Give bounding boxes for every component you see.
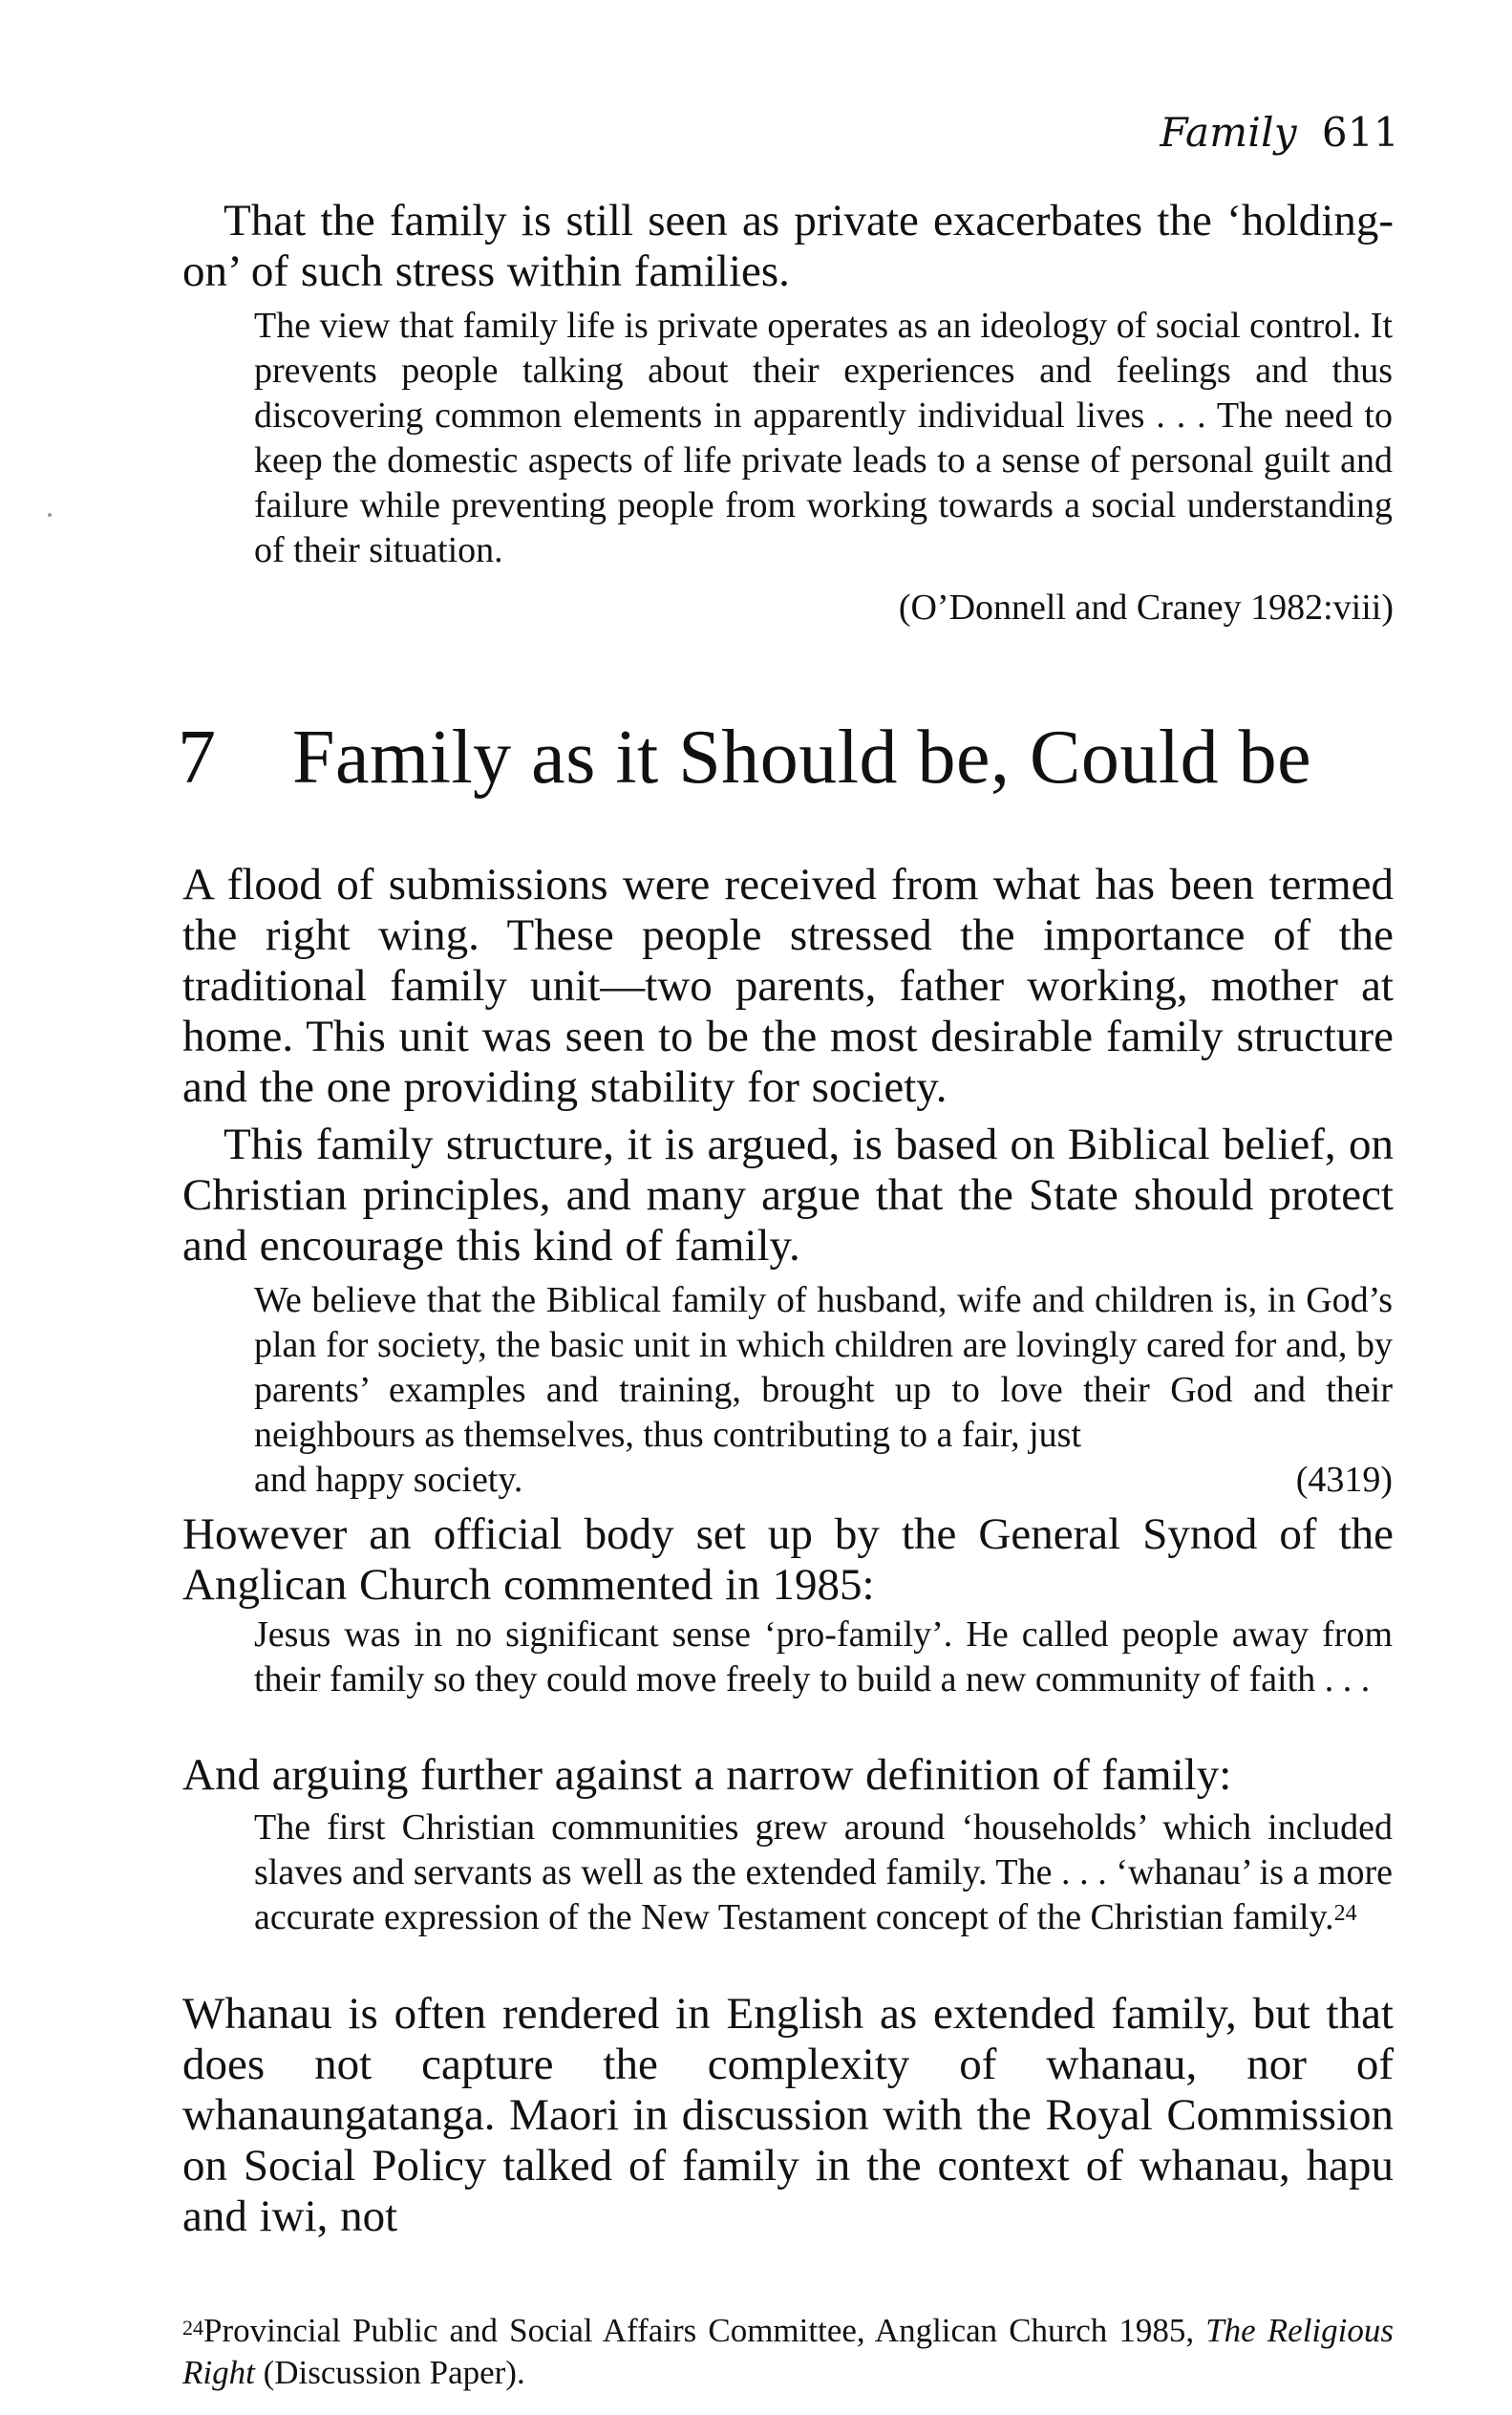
block-quote-households [254,1806,1393,1940]
paragraph-narrow-definition: And arguing further against a narrow definition of family: [182,1750,1232,1800]
paragraph-general-synod: However an official body set up by the General Synod of the Anglican Church commented in 1985: [182,1509,1394,1610]
chapter-number: 7 [178,716,217,800]
paragraph-right-wing: A flood of submissions were received from what has been termed the right wing. These people stressed the importance of the traditional family unit—two parents, father working, mother at home. This unit was seen to be the most desirable family structure and the one providing stability for society. [182,860,1394,1112]
quote-submission-end: and happy society. [254,1460,523,1500]
quote-submission-text: We believe that the Biblical family of husband, wife and children is, in God’s plan for society, the basic unit in which children are lovingly cared for and, by parents’ examples and training, brought up to love their God and their neighbours as themselves, thus contributing to a fair, just [254,1280,1393,1455]
submission-reference: (4319) [1295,1460,1393,1500]
paragraph-private-family: That the family is still seen as private exacerbates the ‘holding-on’ of such stress within families. [182,196,1394,296]
footnote-reference: 24 [1333,1901,1357,1926]
quote-submission-last-line [254,1458,1393,1503]
quote-households-text: The first Christian communities grew around ‘households’ which included slaves and servants as well as the extended family. The . . . ‘whanau’ is a more accurate expression of the New Testament concept of the Christian family. [254,1807,1393,1937]
chapter-title: Family as it Should be, Could be [292,716,1312,800]
footnote-text: Provincial Public and Social Affairs Committee, Anglican Church 1985, [203,2312,1206,2349]
scan-speck [48,513,52,517]
paragraph-whanau: Whanau is often rendered in English as extended family, but that does not capture the complexity of whanau, nor of whanaungatanga. Maori in discussion with the Royal Commission on Social Policy talked of family in the context of whanau, hapu and iwi, not [182,1989,1394,2241]
footnote-mark: 24 [182,2316,203,2340]
chapter-heading [178,715,1311,801]
footnote-24 [182,2310,1394,2394]
paragraph-biblical-belief: This family structure, it is argued, is based on Biblical belief, on Christian principles, and many argue that the State should protect and encourage this kind of family. [182,1120,1394,1271]
block-quote-synod: Jesus was in no significant sense ‘pro-family’. He called people away from their family so they could move freely to build a new community of faith . . . [254,1614,1393,1699]
footnote-end: (Discussion Paper). [254,2354,525,2391]
running-head-section: Family [1160,109,1297,156]
page-number: 611 [1321,109,1399,156]
block-quote-odonnell: The view that family life is private operates as an ideology of social control. It prevents people talking about their experiences and feelings and thus discovering common elements in apparently individual lives . . . The need to keep the domestic aspects of life private leads to a sense of personal guilt and failure while preventing people from working towards a social understanding of their situation. [254,306,1393,570]
running-head [1160,109,1399,156]
block-quote-submission [254,1278,1393,1503]
footnote-title: The Religious Right [182,2312,1394,2391]
citation-odonnell: (O’Donnell and Craney 1982:viii) [898,588,1394,628]
